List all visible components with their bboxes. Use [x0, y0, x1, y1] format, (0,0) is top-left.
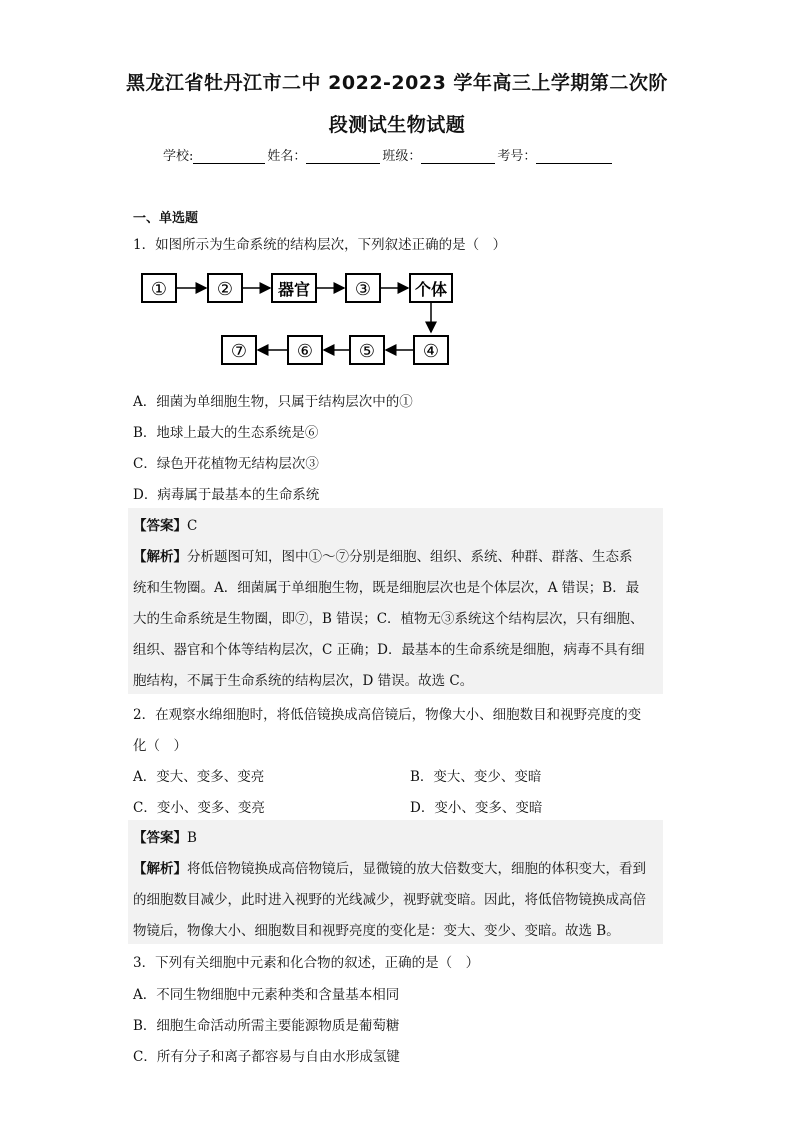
q1-analysis-line-5: 胞结构，不属于生命系统的结构层次，D 错误。故选 C。: [133, 673, 474, 689]
q2-stem-line-2: 化（ ）: [133, 738, 187, 754]
q2-analysis-line-3: 物镜后，物像大小、细胞数目和视野亮度的变化是：变大、变少、变暗。故选 B。: [133, 923, 620, 939]
exam-title-line2: 段测试生物试题: [328, 114, 466, 136]
q1-stem: 1．如图所示为生命系统的结构层次，下列叙述正确的是（ ）: [133, 237, 507, 253]
q3-option-a: A．不同生物细胞中元素种类和含量基本相同: [133, 987, 400, 1003]
q1-analysis-line-4: 组织、器官和个体等结构层次，C 正确；D．最基本的生命系统是细胞，病毒不具有细: [133, 642, 645, 658]
class-field: 班级：: [382, 145, 497, 164]
level-label-6: ⑥: [296, 341, 314, 362]
exam-title-line1: 黑龙江省牡丹江市二中 2022-2023 学年高三上学期第二次阶: [126, 72, 668, 94]
name-blank[interactable]: [306, 149, 380, 164]
q2-answer-block: [128, 820, 663, 944]
q1-answer-block: [128, 508, 663, 694]
q2-analysis-line-2: 的细胞数目减少，此时进入视野的光线减少，视野就变暗。因此，将低倍物镜换成高倍: [133, 892, 646, 908]
q1-analysis-line-1: 【解析】分析题图可知，图中①～⑦分别是细胞、组织、系统、种群、群落、生态系: [133, 549, 633, 565]
level-label-organ: 器官: [277, 280, 311, 299]
q2-option-d: D．变小、变多、变暗: [410, 800, 543, 816]
section-title: 一、单选题: [133, 211, 199, 226]
q2-answer: 【答案】B: [133, 830, 197, 846]
q2-option-c: C．变小、变多、变亮: [133, 800, 265, 816]
q2-option-b: B．变大、变少、变暗: [410, 769, 542, 785]
exam-number-blank[interactable]: [536, 149, 612, 164]
level-label-3: ③: [354, 279, 372, 300]
level-label-1: ①: [150, 279, 168, 300]
level-label-4: ④: [422, 341, 440, 362]
exam-number-field: 考号：: [497, 145, 614, 164]
q2-analysis-line-1: 【解析】将低倍物镜换成高倍物镜后，显微镜的放大倍数变大，细胞的体积变大，看到: [133, 861, 646, 877]
q1-option-a: A．细菌为单细胞生物，只属于结构层次中的①: [133, 394, 413, 410]
q1-option-c: C．绿色开花植物无结构层次③: [133, 456, 319, 472]
q1-analysis-line-2: 统和生物圈。A．细菌属于单细胞生物，既是细胞层次也是个体层次，A 错误；B．最: [133, 580, 640, 596]
q1-option-d: D．病毒属于最基本的生命系统: [133, 487, 320, 503]
q1-answer: 【答案】C: [133, 518, 198, 534]
school-blank[interactable]: [193, 149, 265, 164]
student-info-row: [163, 145, 614, 164]
q3-option-b: B．细胞生命活动所需主要能源物质是葡萄糖: [133, 1018, 400, 1034]
school-field: 学校:: [163, 145, 267, 164]
life-system-diagram: [140, 268, 470, 378]
q2-stem-line-1: 2．在观察水绵细胞时，将低倍镜换成高倍镜后，物像大小、细胞数目和视野亮度的变: [133, 707, 642, 723]
name-field: 姓名：: [267, 145, 382, 164]
class-blank[interactable]: [421, 149, 495, 164]
q1-analysis-line-3: 大的生命系统是生物圈，即⑦，B 错误；C．植物无③系统这个结构层次，只有细胞、: [133, 611, 644, 627]
q3-stem: 3．下列有关细胞中元素和化合物的叙述，正确的是（ ）: [133, 955, 480, 971]
level-label-individual: 个体: [414, 280, 448, 299]
level-label-2: ②: [216, 279, 234, 300]
q3-option-c: C．所有分子和离子都容易与自由水形成氢键: [133, 1049, 400, 1065]
level-label-5: ⑤: [358, 341, 376, 362]
level-label-7: ⑦: [230, 341, 248, 362]
q2-option-a: A．变大、变多、变亮: [133, 769, 265, 785]
q1-option-b: B．地球上最大的生态系统是⑥: [133, 425, 319, 441]
